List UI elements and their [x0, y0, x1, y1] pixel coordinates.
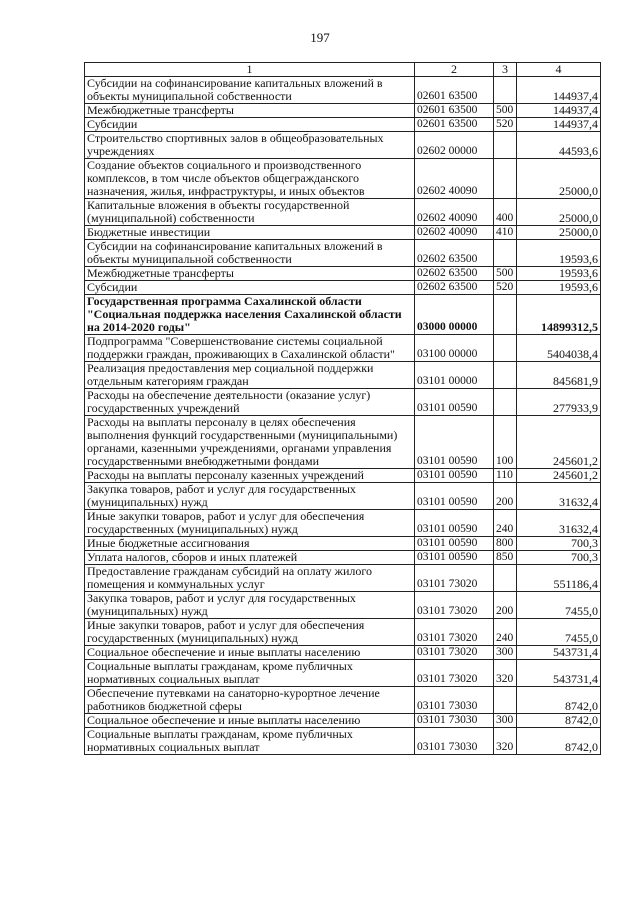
row-type-cell: 300 — [494, 714, 517, 728]
table-row — [85, 159, 601, 199]
row-sum-cell: 8742,0 — [517, 687, 601, 714]
row-code-cell: 03100 00000 — [415, 335, 494, 362]
row-name-cell: Расходы на выплаты персоналу в целях обеспечения выполнения функций государственными (муниципальными) органами, казенными учреждениями, органами управления государственными внебюджетными фондами — [85, 416, 415, 469]
row-code-cell: 02602 63500 — [415, 281, 494, 295]
row-type-cell — [494, 389, 517, 416]
table-row — [85, 483, 601, 510]
row-name-cell: Подпрограмма "Совершенствование системы социальной поддержки граждан, проживающих в Сахалинской области" — [85, 335, 415, 362]
row-sum-cell: 5404038,4 — [517, 335, 601, 362]
row-sum-cell: 44593,6 — [517, 132, 601, 159]
row-type-cell — [494, 362, 517, 389]
row-name-cell: Расходы на обеспечение деятельности (оказание услуг) государственных учреждений — [85, 389, 415, 416]
row-type-cell: 850 — [494, 551, 517, 565]
table-row — [85, 77, 601, 104]
row-name-cell: Иные бюджетные ассигнования — [85, 537, 415, 551]
table-row — [85, 281, 601, 295]
row-name-cell: Межбюджетные трансферты — [85, 104, 415, 118]
row-sum-cell: 14899312,5 — [517, 295, 601, 335]
row-type-cell — [494, 295, 517, 335]
row-code-cell: 03101 00590 — [415, 537, 494, 551]
row-sum-cell: 8742,0 — [517, 728, 601, 755]
table-row — [85, 565, 601, 592]
row-type-cell: 400 — [494, 199, 517, 226]
row-sum-cell: 7455,0 — [517, 619, 601, 646]
row-sum-cell: 144937,4 — [517, 77, 601, 104]
row-type-cell — [494, 335, 517, 362]
table-row — [85, 240, 601, 267]
table-row — [85, 132, 601, 159]
row-type-cell: 240 — [494, 510, 517, 537]
table-row — [85, 362, 601, 389]
row-sum-cell: 25000,0 — [517, 159, 601, 199]
row-name-cell: Обеспечение путевками на санаторно-курортное лечение работников бюджетной сферы — [85, 687, 415, 714]
table-row — [85, 551, 601, 565]
row-code-cell: 03101 00590 — [415, 551, 494, 565]
row-name-cell: Предоставление гражданам субсидий на оплату жилого помещения и коммунальных услуг — [85, 565, 415, 592]
row-type-cell: 520 — [494, 281, 517, 295]
row-name-cell: Создание объектов социального и производственного комплексов, в том числе объектов общегражданского назначения, жилья, инфраструктуры, и иных объектов — [85, 159, 415, 199]
row-type-cell: 200 — [494, 483, 517, 510]
table-row — [85, 199, 601, 226]
table-header-row — [85, 63, 601, 77]
row-sum-cell: 25000,0 — [517, 199, 601, 226]
row-sum-cell: 700,3 — [517, 551, 601, 565]
row-sum-cell: 31632,4 — [517, 483, 601, 510]
table-row — [85, 335, 601, 362]
row-code-cell: 02602 63500 — [415, 240, 494, 267]
table-row — [85, 537, 601, 551]
row-name-cell: Иные закупки товаров, работ и услуг для обеспечения государственных (муниципальных) нужд — [85, 510, 415, 537]
row-name-cell: Субсидии на софинансирование капитальных вложений в объекты муниципальной собственности — [85, 77, 415, 104]
table-row — [85, 389, 601, 416]
row-type-cell: 320 — [494, 728, 517, 755]
row-type-cell: 300 — [494, 646, 517, 660]
row-code-cell: 02602 40090 — [415, 159, 494, 199]
row-code-cell: 03101 00590 — [415, 483, 494, 510]
row-sum-cell: 8742,0 — [517, 714, 601, 728]
row-code-cell: 03101 00000 — [415, 362, 494, 389]
table-row — [85, 714, 601, 728]
row-sum-cell: 144937,4 — [517, 104, 601, 118]
row-code-cell: 03101 00590 — [415, 416, 494, 469]
table-row — [85, 728, 601, 755]
row-name-cell: Субсидии — [85, 118, 415, 132]
row-name-cell: Иные закупки товаров, работ и услуг для обеспечения государственных (муниципальных) нужд — [85, 619, 415, 646]
row-sum-cell: 19593,6 — [517, 240, 601, 267]
row-type-cell: 500 — [494, 104, 517, 118]
column-header-name: 1 — [85, 63, 415, 77]
row-code-cell: 02601 63500 — [415, 118, 494, 132]
row-code-cell: 03101 73030 — [415, 714, 494, 728]
row-sum-cell: 700,3 — [517, 537, 601, 551]
row-code-cell: 03101 00590 — [415, 389, 494, 416]
row-sum-cell: 245601,2 — [517, 416, 601, 469]
row-code-cell: 03101 73020 — [415, 592, 494, 619]
row-code-cell: 03000 00000 — [415, 295, 494, 335]
row-type-cell — [494, 240, 517, 267]
row-code-cell: 03101 73020 — [415, 660, 494, 687]
row-sum-cell: 245601,2 — [517, 469, 601, 483]
row-sum-cell: 543731,4 — [517, 646, 601, 660]
row-code-cell: 02601 63500 — [415, 104, 494, 118]
row-sum-cell: 7455,0 — [517, 592, 601, 619]
row-code-cell: 03101 73020 — [415, 646, 494, 660]
budget-table — [84, 62, 601, 755]
row-type-cell: 410 — [494, 226, 517, 240]
column-header-code: 2 — [415, 63, 494, 77]
table-row — [85, 267, 601, 281]
row-sum-cell: 19593,6 — [517, 267, 601, 281]
row-name-cell: Субсидии — [85, 281, 415, 295]
page-number: 197 — [310, 30, 330, 45]
row-code-cell: 02602 40090 — [415, 199, 494, 226]
table-row — [85, 619, 601, 646]
row-type-cell — [494, 132, 517, 159]
table-row — [85, 226, 601, 240]
row-name-cell: Социальное обеспечение и иные выплаты населению — [85, 714, 415, 728]
row-name-cell: Реализация предоставления мер социальной поддержки отдельным категориям граждан — [85, 362, 415, 389]
row-sum-cell: 277933,9 — [517, 389, 601, 416]
row-sum-cell: 25000,0 — [517, 226, 601, 240]
row-code-cell: 02602 63500 — [415, 267, 494, 281]
row-sum-cell: 543731,4 — [517, 660, 601, 687]
table-row — [85, 118, 601, 132]
row-type-cell: 100 — [494, 416, 517, 469]
row-name-cell: Расходы на выплаты персоналу казенных учреждений — [85, 469, 415, 483]
row-name-cell: Капитальные вложения в объекты государственной (муниципальной) собственности — [85, 199, 415, 226]
row-type-cell — [494, 159, 517, 199]
row-type-cell: 240 — [494, 619, 517, 646]
table-row — [85, 510, 601, 537]
row-sum-cell: 551186,4 — [517, 565, 601, 592]
column-header-sum: 4 — [517, 63, 601, 77]
row-code-cell: 02602 00000 — [415, 132, 494, 159]
table-row — [85, 295, 601, 335]
row-type-cell: 200 — [494, 592, 517, 619]
table-body — [85, 77, 601, 755]
row-type-cell — [494, 687, 517, 714]
row-code-cell: 03101 73030 — [415, 687, 494, 714]
row-type-cell: 800 — [494, 537, 517, 551]
table-row — [85, 416, 601, 469]
row-sum-cell: 144937,4 — [517, 118, 601, 132]
row-code-cell: 03101 00590 — [415, 510, 494, 537]
row-code-cell: 03101 73030 — [415, 728, 494, 755]
row-code-cell: 02602 40090 — [415, 226, 494, 240]
row-type-cell: 500 — [494, 267, 517, 281]
row-code-cell: 03101 73020 — [415, 565, 494, 592]
table-row — [85, 104, 601, 118]
row-code-cell: 02601 63500 — [415, 77, 494, 104]
row-type-cell: 110 — [494, 469, 517, 483]
row-sum-cell: 19593,6 — [517, 281, 601, 295]
row-name-cell: Социальные выплаты гражданам, кроме публичных нормативных социальных выплат — [85, 728, 415, 755]
table-row — [85, 592, 601, 619]
row-name-cell: Межбюджетные трансферты — [85, 267, 415, 281]
row-name-cell: Уплата налогов, сборов и иных платежей — [85, 551, 415, 565]
row-name-cell: Бюджетные инвестиции — [85, 226, 415, 240]
row-type-cell — [494, 565, 517, 592]
table-row — [85, 469, 601, 483]
row-type-cell — [494, 77, 517, 104]
row-type-cell: 520 — [494, 118, 517, 132]
row-sum-cell: 845681,9 — [517, 362, 601, 389]
row-code-cell: 03101 73020 — [415, 619, 494, 646]
table-row — [85, 646, 601, 660]
row-code-cell: 03101 00590 — [415, 469, 494, 483]
row-type-cell: 320 — [494, 660, 517, 687]
row-name-cell: Строительство спортивных залов в общеобразовательных учреждениях — [85, 132, 415, 159]
row-name-cell: Государственная программа Сахалинской области "Социальная поддержка населения Сахалинской области на 2014-2020 годы" — [85, 295, 415, 335]
row-name-cell: Закупка товаров, работ и услуг для государственных (муниципальных) нужд — [85, 483, 415, 510]
table-row — [85, 660, 601, 687]
column-header-type: 3 — [494, 63, 517, 77]
row-name-cell: Социальное обеспечение и иные выплаты населению — [85, 646, 415, 660]
row-name-cell: Субсидии на софинансирование капитальных вложений в объекты муниципальной собственности — [85, 240, 415, 267]
table-row — [85, 687, 601, 714]
row-name-cell: Социальные выплаты гражданам, кроме публичных нормативных социальных выплат — [85, 660, 415, 687]
row-sum-cell: 31632,4 — [517, 510, 601, 537]
row-name-cell: Закупка товаров, работ и услуг для государственных (муниципальных) нужд — [85, 592, 415, 619]
